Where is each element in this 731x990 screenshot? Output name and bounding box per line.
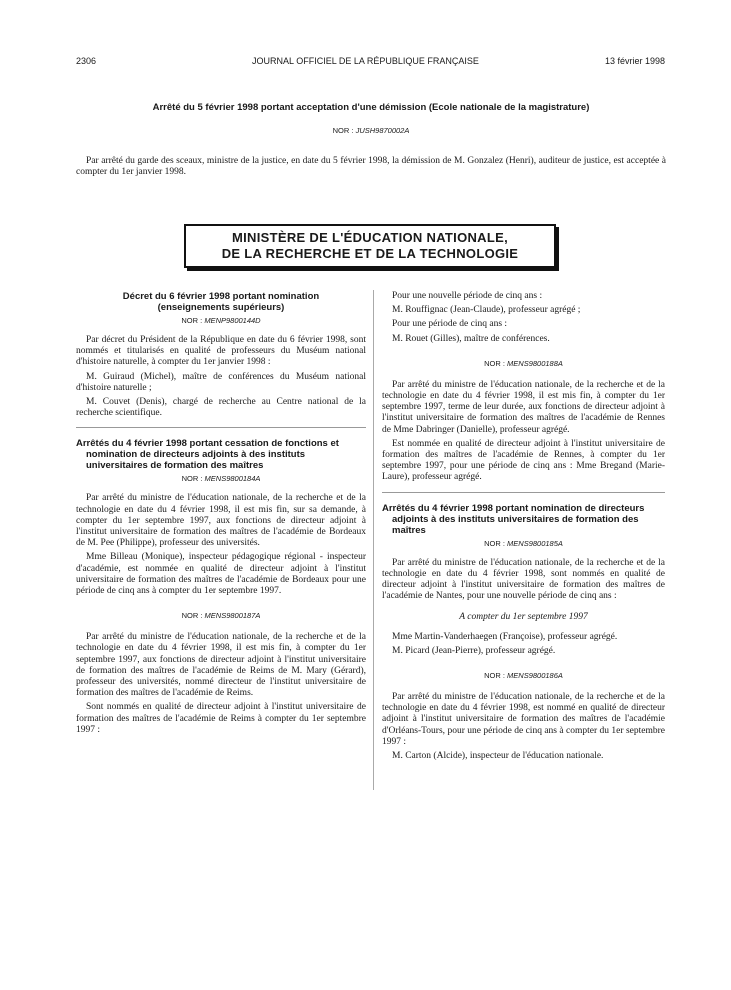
column-divider [373,290,374,790]
page-number: 2306 [76,56,97,66]
nor-reference [382,359,665,368]
decret-title-line-1: Décret du 6 février 1998 portant nomination [122,291,320,302]
journal-title: JOURNAL OFFICIEL DE LA RÉPUBLIQUE FRANÇAISE [252,56,479,66]
nor-label: NOR : [484,671,505,681]
nor-label: NOR : [484,358,505,368]
paragraph: M. Picard (Jean-Pierre), professeur agrégé. [392,645,556,656]
nor-code: MENS9800184A [204,474,261,484]
nor-label: NOR : [181,611,203,621]
paragraph: M. Rouet (Gilles), maître de conférences. [392,333,550,344]
nor-reference [76,316,366,325]
paragraph: M. Carton (Alcide), inspecteur de l'éducation nationale. [392,751,604,762]
nor-code: MENS9800188A [507,358,563,368]
paragraph: Mme Martin-Vanderhaegen (Françoise), professeur agrégé. [392,631,618,642]
nor-code: MENS9800185A [507,538,563,548]
nor-code: MENS9800187A [204,611,261,621]
paragraph: Par arrêté du ministre de l'éducation nationale, de la recherche et de la technologie en date du 4 février 1998, il est mis fin, à compter du 1er septembre 1997, aux fonctions de directeur adjoint à l'institut universitaire de formation des maîtres de l'académie de Reims de M. Mary (Gérard), professeur des universités, nommé directeur de l'institut universitaire de formation des maîtres de l'académie de Reims. [76,632,366,699]
nor-label: NOR : [181,316,203,325]
paragraph: Par arrêté du ministre de l'éducation nationale, de la recherche et de la technologie en date du 4 février 1998, il est mis fin, à compter du 1er septembre 1997, terme de leur durée, aux fonctions de directeur adjoint à l'institut universitaire de formation des maîtres de l'académie de Rennes de Mme Dabringer (Danielle), professeur agrégé. [382,379,665,435]
paragraph: Mme Billeau (Monique), inspecteur pédagogique régional - inspecteur d'académie, est nommée en qualité de directeur adjoint à l'institut universitaire de formation des maîtres de l'académie de Bordeaux pour une période de cinq ans à compter du 1er septembre 1997. [76,552,366,597]
section-rule [382,492,665,493]
ministry-line-1: MINISTÈRE DE L'ÉDUCATION NATIONALE, [232,230,508,245]
nor-label: NOR : [181,474,203,484]
nor-code: MENP9800144D [204,316,261,325]
right-column [382,291,665,765]
paragraph: Pour une période de cinq ans : [392,319,508,330]
paragraph: M. Guiraud (Michel), maître de conférences du Muséum national d'histoire naturelle ; [76,371,366,393]
effective-date-heading: A compter du 1er septembre 1997 [459,612,588,623]
nor-reference [76,474,366,483]
paragraph: Par arrêté du ministre de l'éducation nationale, de la recherche et de la technologie en date du 4 février 1998, sont nommés en qualité de directeur adjoint à l'institut universitaire de formation des maîtres de l'académie de Nantes, pour une nouvelle période de cinq ans : [382,557,665,602]
nor-reference [76,611,366,620]
section-title-demission: Arrêté du 5 février 1998 portant acceptation d'une démission (Ecole nationale de la magistrature) [152,102,590,113]
demission-body [76,156,666,181]
decret-title-line-2: (enseignements supérieurs) [157,302,285,313]
left-column [76,291,366,739]
paragraph: Sont nommés en qualité de directeur adjoint à l'institut universitaire de formation des maîtres de l'académie de Reims à compter du 1er septembre 1997 : [76,702,366,735]
paragraph: Par décret du Président de la République en date du 6 février 1998, sont nommés et titularisés en qualité de professeurs du Muséum national d'histoire naturelle, à compter du 1er janvier 1998 : [76,335,366,368]
paragraph: Par arrêté du garde des sceaux, ministre de la justice, en date du 5 février 1998, la démission de M. Gonzalez (Henri), auditeur de justice, est acceptée à compter du 1er janvier 1998. [76,156,666,178]
nor-code: MENS9800186A [507,671,563,681]
section-rule [76,427,366,428]
nor-reference [382,671,665,680]
header-date: 13 février 1998 [604,56,665,66]
paragraph: M. Rouffignac (Jean-Claude), professeur agrégé ; [392,305,581,316]
nor-label: NOR : [484,538,505,548]
paragraph: Est nommée en qualité de directeur adjoint à l'institut universitaire de formation des maîtres de l'académie de Rennes, à compter du 1er septembre 1997, pour une période de cinq ans : Mme Bregand (Marie-Laure), professeur agrégé. [382,438,665,483]
nor-code: JUSH9870002A [355,126,410,135]
ministry-line-2: DE LA RECHERCHE ET DE LA TECHNOLOGIE [221,246,519,261]
arretes-title: Arrêtés du 4 février 1998 portant cessation de fonctions et nomination de directeurs adjoints à des instituts universitaires de formation des maîtres [76,438,339,472]
section-2-title: Arrêtés du 4 février 1998 portant nomination de directeurs adjoints à des instituts universitaires de formation des maîtres [382,502,645,536]
paragraph: Pour une nouvelle période de cinq ans : [392,291,543,301]
paragraph: M. Couvet (Denis), chargé de recherche au Centre national de la recherche scientifique. [76,397,366,419]
paragraph: Par arrêté du ministre de l'éducation nationale, de la recherche et de la technologie en date du 4 février 1998, est nommé en qualité de directeur adjoint à l'institut universitaire de formation des maîtres de l'académie d'Orléans-Tours, pour une période de cinq ans à compter du 1er septembre 1997 : [382,692,665,747]
nor-reference [382,539,665,548]
paragraph: Par arrêté du ministre de l'éducation nationale, de la recherche et de la technologie en date du 4 février 1998, il est mis fin, sur sa demande, à compter du 1er septembre 1997, aux fonctions de directeur adjoint à l'institut universitaire de formation des maîtres de l'académie de Bordeaux de M. Pee (Philippe), professeur des universités. [76,493,366,549]
nor-reference [76,126,666,135]
decret-title [76,291,366,313]
ministry-header-box [184,224,556,268]
nor-label: NOR : [332,126,354,135]
